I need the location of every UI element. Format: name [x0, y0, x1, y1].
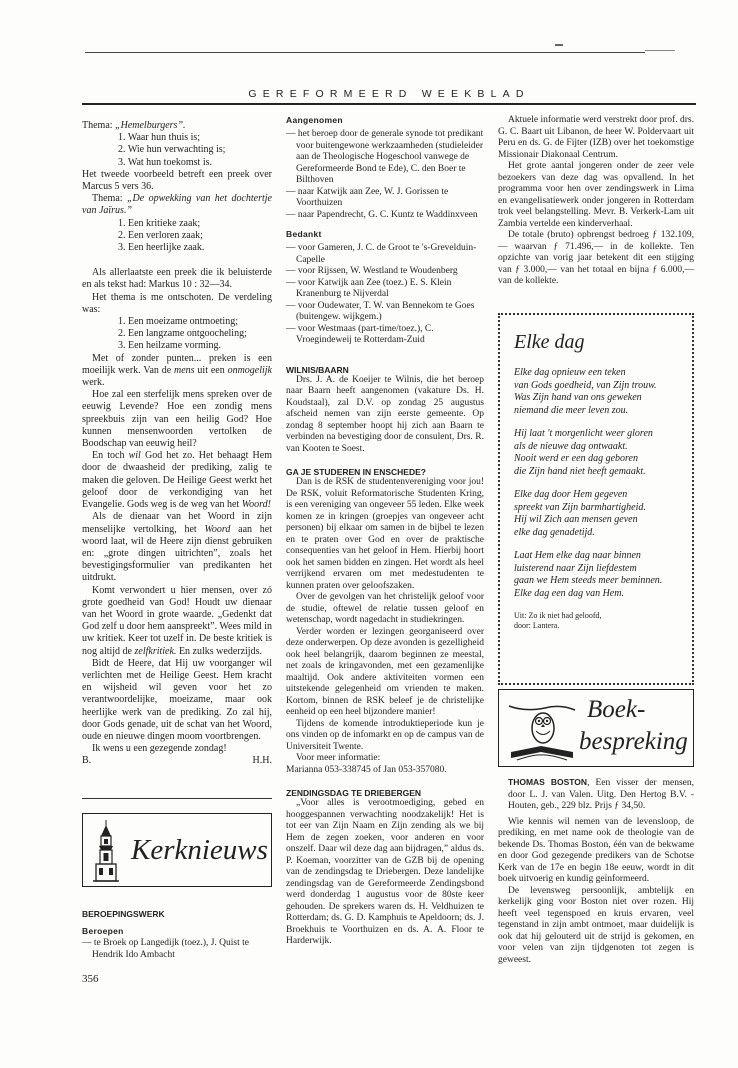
bedankt-item: — voor Rijssen, W. Westland te Woudenberg [286, 266, 458, 276]
bedankt-item: — voor Westmaas (part-time/toez.), C. Vroegindeweij te Rotterdam-Zuid [286, 323, 434, 345]
scan-mark [555, 44, 563, 46]
studeren-paragraph: Tijdens de komende introduktieperiode kun je ons vinden op de infomarkt en op de campus van de Universiteit Twente. [286, 718, 484, 752]
aangenomen-item: — het beroep door de generale synode tot predikant voor buitengewone werkzaamheden (studieleider aan de Theologische Hogeschool vanwege de Gereformeerde Bond te Ede), C. den Boer te Bilthoven [286, 129, 484, 185]
header-rule [82, 103, 696, 105]
thema1-line: Thema: „Hemelburgers”. [82, 120, 186, 131]
scan-line-top [85, 52, 645, 53]
paragraph-laatste: Als allerlaatste een preek die ik beluisterde en als tekst had: Markus 10 : 32—34. [82, 267, 272, 291]
aangenomen-item: — naar Papendrecht, G. C. Kuntz te Waddinxveen [286, 209, 478, 220]
studeren-contact: Marianna 053-338745 of Jan 053-357080. [286, 764, 447, 775]
beroepingswerk-heading: BEROEPINGSWERK [82, 909, 165, 919]
studeren-heading: GA JE STUDEREN IN ENSCHEDE? [286, 467, 426, 477]
poem-line: niemand die meer leven zou. [514, 404, 629, 416]
kerknieuws-box [82, 813, 272, 887]
thema2-item: 2. Een verloren zaak; [118, 229, 203, 241]
boekbespreking-box [498, 689, 694, 767]
review-paragraph: Wie kennis wil nemen van de levensloop, de prediking, en met name ook de theologie van de bekende Ds. Thomas Boston, één van de bekwame en door God gezegende predikers van de Schotse Kerk van de 17e en begin 18e eeuw, wordt in dit boek uitvoerig en kundig geïnformeerd. [498, 816, 694, 884]
thema2-item: 1. Een kritieke zaak; [118, 217, 201, 229]
thema1-item: 1. Waar hun thuis is; [118, 132, 201, 144]
zending-heading: ZENDINGSDAG TE DRIEBERGEN [286, 788, 422, 798]
poem-line: Elke dag door Hem gegeven [514, 489, 628, 500]
review-author: THOMAS BOSTON [508, 777, 588, 787]
beroepen-item: — te Broek op Langedijk (toez.), J. Quist te Hendrik Ido Ambacht [82, 938, 250, 960]
book-review [498, 777, 694, 966]
page-number: 356 [82, 973, 99, 985]
paragraph-hoe: Hoe zal een sterfelijk mens spreken over de eeuwig Levende? Hoe een zondig mens spreekbuis zijn van een heilig God? Hoe kunnen mensenwoorden vertolken de Boodschap van eeuwig heil? [82, 389, 272, 450]
paragraph-bidt: Bidt de Heere, dat Hij uw voorganger wil verlichten met de Heilige Geest. Hem kracht en wijsheid wil geven voor het zo verantwoordelijke, moeizame, maar ook heerlijke werk van de prediking. Zo zal hij, door Gods genade, uit de schat van het Woord, oude en nieuwe dingen moom voortbrengen. [82, 657, 272, 742]
studeren-paragraph: Verder worden er lezingen georganiseerd over deze onderwerpen. Op deze avonden is gezelligheid ook heel belangrijk, daarom beginnen ze meestal, net zoals de kringavonden, met een gezamenlijke maaltijd. Ook andere aktiviteiten vormen een uitstekende gelegenheid om vrienden te maken. Kortom, binnen de RSK beleef je de christelijke eenheid op een heel bijzondere manier! [286, 626, 484, 717]
poem-stanza [514, 550, 684, 600]
bedankt-item: — voor Katwijk aan Zee (toez.) E. S. Klein Kranenburg te Nijverdal [286, 277, 452, 299]
thema1-item: 3. Wat hun toekomst is. [118, 156, 213, 168]
paragraph-thema3: Het thema is me ontschoten. De verdeling was: [82, 291, 272, 315]
beroepen-heading: Beroepen [82, 926, 124, 936]
signature-left: B. [82, 755, 92, 767]
poem-line: Hij laat 't morgenlicht weer gloren [514, 428, 653, 439]
newspaper-title: GEREFORMEERD WEEKBLAD [248, 88, 530, 100]
bedankt-heading: Bedankt [286, 229, 322, 239]
poem-line: Elke dag een dag van Hem. [514, 587, 624, 599]
review-paragraph: De levensweg persoonlijk, ambtelijk en kerkelijk ging voor Boston niet over rozen. Hij heeft veel tegenspoed en kruis ervaren, veel tegenstand in zijn ambt ontmoet, maar duidelijk is ook dat hij gelouterd uit de strijd is gekomen, en voor velen van zijn tijdgenoten tot zegen is geweest. [498, 885, 694, 965]
column-3 [498, 115, 694, 288]
poem-line: spreekt van Zijn barmhartigheid. [514, 501, 646, 513]
poem-source: door: Lantera. [514, 621, 560, 630]
poem-line: Laat Hem elke dag naar binnen [514, 550, 641, 561]
paragraph-toch: En toch wil God het zo. Het behaagt Hem door de dwaasheid der prediking, zalig te maken die geloven. De Heilige Geest werkt het geloof door de verkondiging van het Evangelie. Gods weg is de weg van het Woord! [82, 450, 272, 511]
thema1-title: „Hemelburgers”. [115, 120, 186, 131]
poem-stanza [514, 489, 684, 539]
poem-line: luisterend naar Zijn liefdestem [514, 562, 637, 574]
col3-paragraph: Het grote aantal jongeren onder de zeer vele bezoekers van deze dag was opvallend. In het programma voor hen over zendingswerk in Lima en evangelisatiewerk onder jongeren in Rotterdam trok veel belangstelling. Mevr. B. Verkerk-Lam uit Zambia vertelde een kinderverhaal. [498, 161, 694, 229]
studeren-paragraph: Voor meer informatie: [296, 753, 381, 763]
paragraph-tweede: Het tweede voorbeeld betreft een preek over Marcus 5 vers 36. [82, 168, 272, 193]
church-tower-icon [91, 820, 121, 882]
newspaper-header [82, 84, 696, 102]
section-divider [82, 798, 272, 799]
thema2-title: „De opwekking van het dochtertje van Jaïrus.” [82, 193, 272, 217]
beroepingswerk-section [82, 909, 272, 961]
owl-book-icon [505, 694, 579, 764]
thema1-item: 2. Wie hun verwachting is; [118, 144, 226, 156]
poem-title: Elke dag [514, 331, 585, 353]
thema3-item: 2. Een langzame ontgoocheling; [118, 328, 247, 340]
poem-line: van Gods goedheid, van Zijn trouw. [514, 379, 657, 391]
paragraph-komt: Komt verwondert u hier mensen, over zó grote goedheid van God! Houdt uw dienaar van het Woord in grote waarde. „Gedenkt dat God zelf u door hem aanspreekt”. Wees mild in uw kritiek. Keer tot uzelf in. De beste kritiek is nog altijd de zelfkritiek. En zulks wederzijds. [82, 584, 272, 657]
scan-line-right [645, 50, 675, 51]
thema3-item: 3. Een heilzame vorming. [118, 340, 222, 352]
boekbespreking-title-1: Boek- [587, 696, 646, 723]
col3-paragraph: De totale (bruto) opbrengst bedroeg ƒ 132.109,— waarvan ƒ 71.496,— in de kollekte. Ten opzichte van vorig jaar betekent dit een stijging van ƒ 3.000,— van het totaal en bijna ƒ 6.000,— van de kollekte. [498, 230, 694, 286]
studeren-paragraph: Dan is de RSK de studentenvereniging voor jou! De RSK, voluit Reformatorische Studenten Kring, is een vereniging van ongeveer 55 leden. Elke week komen ze in kringen (groepjes van ongeveer acht personen) bij elkaar om samen in de bijbel te lezen en te praten over God en over de praktische consequenties van het geloof in Hem. Hierbij hoort ook het samen bidden en zingen. Het wordt als heel verrijkend ervaren om met medestudenten te kunnen praten over geloofszaken. [286, 477, 484, 591]
kerknieuws-title: Kerknieuws [131, 834, 268, 866]
column-2 [286, 115, 484, 948]
signature [82, 755, 272, 767]
paragraph-dienaar: Als de dienaar van het Woord in zijn menselijke vertolking, het Woord aan het woord laat, wil de Heere zijn dienst gebruiken en: „grote dingen uitrichten”, zoals het bevestigingsformulier van predikanten het uitdrukt. [82, 511, 272, 584]
wilnis-heading: WILNIS/BAARN [286, 364, 349, 375]
poem-line: die Zijn hand niet heeft gemaakt. [514, 465, 646, 477]
poem-line: als de nieuwe dag ontwaakt. [514, 440, 628, 452]
studeren-paragraph: Over de gevolgen van het christelijk geloof voor de studie, oftewel de relatie tussen geloof en wetenschap, wordt nagedacht in studiekringen. [286, 592, 484, 625]
poem-line: gaan we Hem steeds meer beminnen. [514, 575, 663, 586]
column-1 [82, 120, 272, 768]
zending-text: „Voor alles is verootmoediging, gebed en hooggespannen verwachting noodzakelijk! Het is tot eer van Zijn Naam en Zijn zending als we bij Hem de zegen zoeken, voor anderen en voor onszelf. Daar wil deze dag aan bijdragen,” aldus ds. P. Koeman, voorzitter van de GZB bij de opening van de zendingsdag te Driebergen. Deze landelijke zendingsdag van de Gereformeerde Zendingsbond werd donderdag 1 augustus voor de 80ste keer gehouden. De sprekers waren ds. H. Veldhuizen te Rotterdam; ds. G. D. Kamphuis te Apeldoorn; ds. J. Broekhuis te Voorthuizen en ds. A. A. Floor te Harderwijk. [286, 798, 484, 946]
wilnis-text: Drs. J. A. de Koeijer te Wilnis, die het beroep naar Baarn heeft aangenomen (vakature Ds. H. Koudstaal), zal D.V. op zondag 25 augustus afscheid nemen van zijn eerste gemeente. Op zondag 8 september hoopt hij zich aan Baarn te verbinden na bevestiging door de consulent, Drs. R. van Kooten te Soest. [286, 374, 484, 454]
boekbespreking-title-2: bespreking [579, 728, 688, 755]
poem-stanza [514, 428, 684, 478]
col3-paragraph: Aktuele informatie werd verstrekt door prof. drs. G. C. Baart uit Libanon, de heer W. Poldervaart uit Peru en ds. G. de Fijter (IZB) over het toekomstige Missionair Diakonaal Centrum. [498, 115, 694, 160]
thema2-line: Thema: „De opwekking van het dochtertje van Jaïrus.” [82, 193, 272, 217]
poem-source: Uit: Zo ik niet had geloofd, [514, 611, 602, 620]
thema2-item: 3. Een heerlijke zaak. [118, 242, 205, 254]
thema3-item: 1. Een moeizame ontmoeting; [118, 316, 238, 328]
poem-line: elke dag genadetijd. [514, 526, 595, 538]
poem-line: Hij wil Zich aan mensen geven [514, 514, 638, 525]
bedankt-item: — voor Gameren, J. C. de Groot te 's-Grevelduin-Capelle [286, 243, 477, 265]
poem-stanza [514, 367, 684, 417]
bedankt-item: — voor Oudewater, T. W. van Bennekom te Goes (buitengew. wijkgem.) [286, 300, 475, 322]
paragraph-punten: Met of zonder punten... preken is een moeilijk werk. Van de mens uit een onmogelijk werk. [82, 352, 272, 389]
review-header: THOMAS BOSTON, Een visser der mensen, door L. J. van Valen. Uitg. Den Hertog B.V. - Houten, geb., 229 blz. Prijs ƒ 34,50. [508, 777, 694, 811]
poem-line: Elke dag opnieuw een teken [514, 367, 626, 378]
poem-line: Nooit werd er een dag geboren [514, 453, 638, 464]
aangenomen-item: — naar Katwijk aan Zee, W. J. Gorissen te Voorthuizen [286, 186, 449, 208]
aangenomen-heading: Aangenomen [286, 115, 343, 125]
paragraph-wens: Ik wens u een gezegende zondag! [92, 743, 227, 755]
signature-right: H.H. [252, 755, 272, 767]
poem-line: Was Zijn hand van ons geweken [514, 392, 642, 403]
poem-body [514, 367, 684, 631]
poem-box [498, 313, 694, 685]
